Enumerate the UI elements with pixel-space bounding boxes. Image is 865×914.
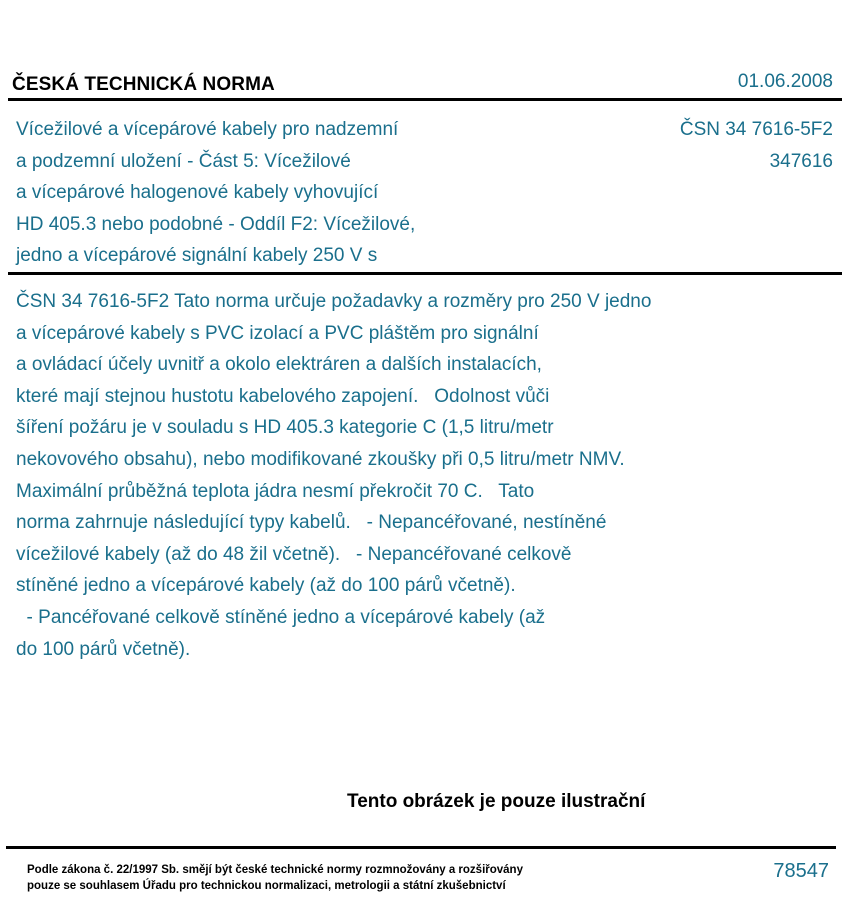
abstract-line: nekovového obsahu), nebo modifikované zkoušky při 0,5 litru/metr NMV. (16, 448, 625, 470)
title-line: a vícepárové halogenové kabely vyhovující (16, 182, 379, 203)
standard-codes (680, 114, 833, 177)
abstract-line: které mají stejnou hustotu kabelového zapojení. Odolnost vůči (16, 385, 550, 407)
abstract-line: a vícepárové kabely s PVC izolací a PVC pláštěm pro signální (16, 322, 539, 344)
standard-number: ČSN 34 7616-5F2 (679, 119, 833, 140)
abstract-line: - Pancéřované celkově stíněné jedno a vícepárové kabely (až (16, 606, 546, 628)
abstract-line: stíněné jedno a vícepárové kabely (až do 100 párů včetně). (16, 575, 516, 597)
header-divider (8, 98, 842, 101)
document-type-heading: ČESKÁ TECHNICKÁ NORMA (12, 74, 275, 95)
publication-date: 01.06.2008 (737, 71, 833, 92)
footer-divider (6, 846, 836, 849)
standard-title (16, 114, 536, 272)
copyright-line: Podle zákona č. 22/1997 Sb. smějí být české technické normy rozmnožovány a rozšiřovány (27, 864, 523, 876)
title-line: HD 405.3 nebo podobné - Oddíl F2: Vícežilové, (16, 213, 416, 235)
catalog-number: 78547 (773, 860, 829, 882)
abstract-line: šíření požáru je v souladu s HD 405.3 kategorie C (1,5 litru/metr (16, 417, 554, 439)
title-line: a podzemní uložení - Část 5: Vícežilové (16, 150, 351, 172)
abstract-line: norma zahrnuje následující typy kabelů. - Nepancéřované, nestíněné (16, 512, 607, 534)
abstract-line: Maximální průběžná teplota jádra nesmí překročit 70 C. Tato (16, 480, 535, 502)
abstract-line: ČSN 34 7616-5F2 Tato norma určuje požadavky a rozměry pro 250 V jedno (16, 291, 652, 312)
abstract-line: a ovládací účely uvnitř a okolo elektráren a dalších instalacích, (16, 354, 542, 376)
abstract-line: do 100 párů včetně). (16, 638, 191, 660)
title-line: jedno a vícepárové signální kabely 250 V s (16, 245, 378, 266)
copyright-line: pouze se souhlasem Úřadu pro technickou normalizaci, metrologii a státní zkušebnictví (27, 880, 506, 892)
abstract-line: vícežilové kabely (až do 48 žil včetně). - Nepancéřované celkově (16, 543, 572, 565)
title-line: Vícežilové a vícepárové kabely pro nadzemní (16, 119, 399, 140)
illustration-caption: Tento obrázek je pouze ilustrační (347, 791, 646, 812)
copyright-notice (27, 862, 523, 894)
title-divider (8, 272, 842, 275)
classification-code: 347616 (769, 150, 833, 172)
standard-abstract (16, 286, 846, 665)
